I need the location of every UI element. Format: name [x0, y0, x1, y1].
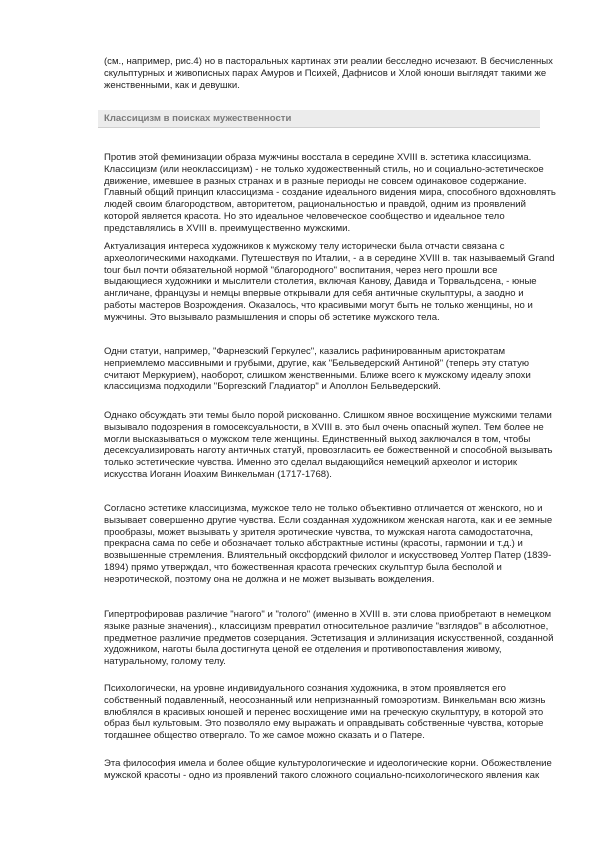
- text-line: мужчины. Это вызывало размышления и споры об эстетике мужского тела.: [104, 311, 440, 323]
- paragraph: [104, 609, 553, 668]
- text-line: языке разные значения)., классицизм превратил относительное различие "взглядов" в абсолютное,: [104, 620, 549, 632]
- text-line: вызывает совершенно другие чувства. Если созданная художником женская нагота, как и ее земные: [104, 514, 553, 526]
- paragraph: [104, 758, 552, 782]
- text-line: представлялись в XVIII в. преимущественно мужскими.: [104, 222, 351, 234]
- text-line: вызывало подозрения в гомосексуальности, в XVIII в. это был очень опасный жупел. Тем более не: [104, 421, 544, 433]
- intro-paragraph: [104, 56, 553, 91]
- text-line: скульптурных и живописных парах Амуров и Психей, Дафнисов и Хлой юноши выглядят такими же: [104, 67, 547, 79]
- paragraph: [104, 410, 553, 481]
- text-line: Классицизм (или неоклассицизм) - не только художественный стиль, но и социально-эстетическое: [104, 163, 544, 175]
- paragraph: [104, 346, 531, 393]
- text-line: натуральному, голому телу.: [104, 656, 226, 668]
- text-line: искусства Иоганн Иоахим Винкельман (1717-1768).: [104, 468, 332, 480]
- text-line: англичане, французы и немцы впервые открывали для себя античные скульптуры, а заодно и: [104, 288, 524, 300]
- text-line: Психологически, на уровне индивидуального сознания художника, в этом проявляется его: [104, 683, 506, 694]
- text-line: tour был почти обязательной нормой "благородного" воспитания, через него прошли все: [104, 264, 498, 276]
- text-line: Одни статуи, например, "Фарнезский Геркулес", казались рафинированным аристократам: [104, 346, 506, 357]
- section-heading-bar: [98, 110, 540, 128]
- text-line: могли высказываться о мужском теле женщины. Единственный выход заключался в том, чтобы: [104, 433, 531, 445]
- text-line: Согласно эстетике классицизма, мужское тело не только объективно отличается от женского, но и: [104, 503, 543, 514]
- text-line: Актуализация интереса художников к мужскому телу исторически была отчасти связана с: [104, 241, 505, 252]
- text-line: классицизма подходили "Боргезский Гладиатор" и Аполлон Бельведерский.: [104, 381, 441, 393]
- text-line: людей своим благородством, авторитетом, рациональностью и правдой, одним из проявлений: [104, 199, 526, 211]
- section-title: Классицизм в поисках мужественности: [104, 113, 292, 124]
- text-line: десексуализировать наготу античных статуй, провозгласить ее божественной и способной вызывать: [104, 445, 553, 457]
- text-line: образ был культовым. Это позволяло ему выражать и оправдывать собственные чувства, которые: [104, 718, 544, 730]
- text-line: 1894) прямо утверждал, что божественная красота греческих скульптур была бесполой и: [104, 561, 502, 573]
- paragraph: [104, 152, 556, 235]
- text-line: выдающиеся художники и мыслители столетия, включая Канову, Давида и Торвальдсена, - юные: [104, 276, 537, 288]
- text-line: Однако обсуждать эти темы было порой рискованно. Слишком явное восхищение мужскими телами: [104, 410, 552, 421]
- text-line: Гипертрофировав различие "нагого" и "голого" (именно в XVIII в. эти слова приобретают в немецком: [104, 609, 552, 620]
- text-line: тогдашнее общество отвергало. То же самое можно сказать и о Патере.: [104, 730, 425, 742]
- text-line: движение, имевшее в разных странах и в разные периоды не совсем одинаковое содержание.: [104, 175, 527, 187]
- text-line: считают Меркурием), наоборот, слишком женственными. Ближе всего к мужскому идеалу эпохи: [104, 369, 531, 381]
- text-line: прекрасна сама по себе и обозначает только абстрактные истины (красоты, гармонии и т.д.) и: [104, 538, 523, 550]
- paragraph: [104, 503, 552, 586]
- text-line: работы мастеров Возрождения. Оказалось, что красивыми могут быть не только женщины, но и: [104, 299, 533, 311]
- text-line: предметное различие предметов созерцания. Эстетизация и эллинизация искусственной, созданной: [104, 632, 554, 644]
- text-line: неэротической, поэтому она не должна и не может вызывать вожделения.: [104, 573, 435, 585]
- text-line: Главный общий принцип классицизма - создание идеального видения мира, способного вдохновлять: [104, 187, 556, 199]
- paragraph: [104, 241, 555, 324]
- text-line: (см., например, рис.4) но в пасторальных картинах эти реалии бесследно исчезают. В бесчисленных: [104, 56, 553, 67]
- text-line: собственный подавленный, неосознанный или непризнанный гомоэротизм. Винкельман всю жизнь: [104, 694, 546, 706]
- text-line: Против этой феминизации образа мужчины восстала в середине XVIII в. эстетика классицизма.: [104, 152, 532, 163]
- text-line: которой является красота. Но это идеальное человеческое сообщество и идеальное тело: [104, 210, 505, 222]
- text-line: мужской красоты - одно из проявлений такого сложного социально-психологического явления как: [104, 769, 540, 781]
- text-line: Эта философия имела и более общие культурологические и идеологические корни. Обожествление: [104, 758, 552, 769]
- text-line: возвышенные стремления. Влиятельный оксфордский филолог и искусствовед Уолтер Патер (1839-: [104, 550, 552, 562]
- text-line: женственными, как и девушки.: [104, 79, 240, 91]
- text-line: художником, наготы была достигнута ценой ее отделения и противопоставления живому,: [104, 644, 502, 656]
- text-line: прообразы, может вызывать у зрителя эротические чувства, то мужская нагота самодостаточна,: [104, 526, 534, 538]
- text-line: неприемлемо массивными и грубыми, другие, как "Бельведерский Антиной" (теперь эту статую: [104, 357, 530, 369]
- text-line: только эстетические чувства. Именно это сделал выдающийся немецкий археолог и историк: [104, 457, 517, 469]
- text-line: археологическими находками. Путешествуя по Италии, - а в середине XVIII в. так называемый Grand: [104, 252, 555, 264]
- paragraph: [104, 683, 545, 742]
- text-line: влюблялся в красивых юношей и перенес восхищение ими на греческую скульптуру, в которой это: [104, 706, 544, 718]
